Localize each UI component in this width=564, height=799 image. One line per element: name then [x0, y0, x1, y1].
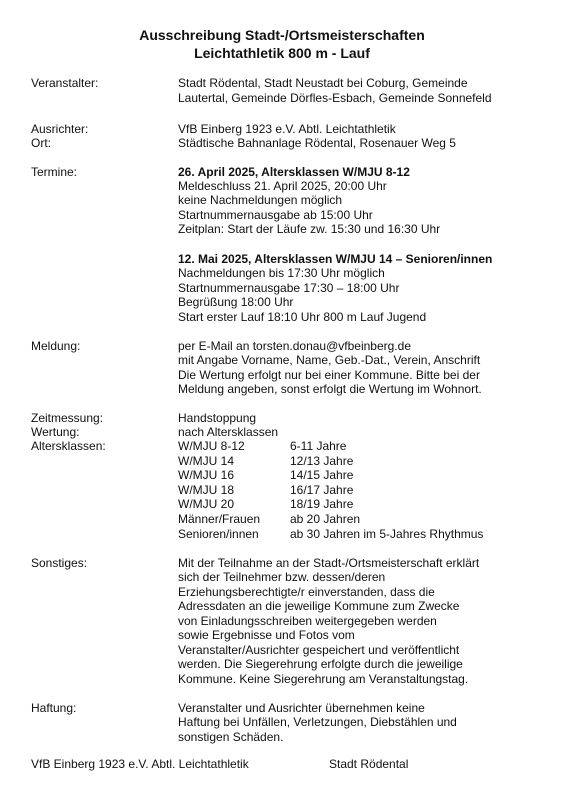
- zeitmessung-value: Handstoppung: [178, 411, 257, 425]
- footer-organizer: VfB Einberg 1923 e.V. Abtl. Leichtathletik: [31, 757, 249, 771]
- klasse-name: W/MJU 18: [178, 482, 235, 497]
- klasse-alter: 18/19 Jahre: [290, 497, 354, 512]
- haftung-line: Veranstalter und Ausrichter übernehmen keine: [178, 701, 425, 715]
- altersklassen-row: [178, 527, 498, 542]
- haftung-label: Haftung:: [31, 701, 77, 715]
- klasse-alter: 14/15 Jahre: [290, 468, 354, 483]
- sonstiges-line: Mit der Teilnahme an der Stadt-/Ortsmeisterschaft erklärt: [178, 556, 480, 570]
- termin2-line: Startnummernausgabe 17:30 – 18:00 Uhr: [178, 281, 400, 295]
- sonstiges-line: werden. Die Siegerehrung erfolgte durch die jeweilige: [178, 657, 463, 671]
- altersklassen-table: [178, 439, 498, 541]
- ausrichter-label: Ausrichter:: [31, 122, 89, 136]
- haftung-line: Haftung bei Unfällen, Verletzungen, Diebstählen und: [178, 715, 457, 729]
- meldung-line: Die Wertung erfolgt nur bei einer Kommune. Bitte bei der: [178, 368, 480, 382]
- altersklassen-label: Altersklassen:: [31, 439, 106, 453]
- termine-label: Termine:: [31, 165, 78, 179]
- ausrichter-value: VfB Einberg 1923 e.V. Abtl. Leichtathletik: [178, 122, 396, 136]
- footer-city: Stadt Rödental: [329, 757, 409, 771]
- klasse-name: Männer/Frauen: [178, 511, 261, 526]
- altersklassen-row: [178, 483, 498, 498]
- termin2-line: Start erster Lauf 18:10 Uhr 800 m Lauf Jugend: [178, 310, 427, 324]
- altersklassen-row: [178, 439, 498, 454]
- klasse-name: W/MJU 16: [178, 468, 235, 483]
- sonstiges-line: Veranstalter/Ausrichter gespeichert und veröffentlicht: [178, 643, 460, 657]
- altersklassen-row: [178, 512, 498, 527]
- altersklassen-row: [178, 468, 498, 483]
- sonstiges-line: sich der Teilnehmer bzw. dessen/deren: [178, 570, 386, 584]
- termin1-line: Startnummernausgabe ab 15:00 Uhr: [178, 208, 373, 222]
- sonstiges-label: Sonstiges:: [31, 556, 88, 570]
- sonstiges-line: sowie Ergebnisse und Fotos vom: [178, 628, 355, 642]
- termin1-line: Zeitplan: Start der Läufe zw. 15:30 und 16:30 Uhr: [178, 222, 441, 236]
- veranstalter-label: Veranstalter:: [31, 76, 99, 90]
- altersklassen-row: [178, 454, 498, 469]
- haftung-line: sonstigen Schäden.: [178, 730, 284, 744]
- document-subtitle: Leichtathletik 800 m - Lauf: [194, 45, 370, 61]
- meldung-label: Meldung:: [31, 339, 81, 353]
- termin2-heading: 12. Mai 2025, Altersklassen W/MJU 14 – Senioren/innen: [178, 252, 493, 266]
- sonstiges-line: von Einladungsschreiben weitergegeben werden: [178, 614, 437, 628]
- zeitmessung-label: Zeitmessung:: [31, 411, 104, 425]
- klasse-alter: 12/13 Jahre: [290, 453, 354, 468]
- klasse-alter: 6-11 Jahre: [290, 439, 347, 453]
- ort-label: Ort:: [31, 136, 51, 150]
- ort-value: Städtische Bahnanlage Rödental, Rosenauer Weg 5: [178, 136, 456, 150]
- document-title: Ausschreibung Stadt-/Ortsmeisterschaften: [139, 27, 425, 43]
- veranstalter-line: Lautertal, Gemeinde Dörfles-Esbach, Gemeinde Sonnefeld: [178, 91, 492, 105]
- wertung-value: nach Altersklassen: [178, 425, 279, 439]
- termin1-heading: 26. April 2025, Altersklassen W/MJU 8-12: [178, 165, 410, 179]
- sonstiges-line: Erziehungsberechtigte/r einverstanden, dass die: [178, 585, 435, 599]
- wertung-label: Wertung:: [31, 425, 80, 439]
- sonstiges-line: Kommune. Keine Siegerehrung am Veranstaltungstag.: [178, 672, 469, 686]
- klasse-alter: 16/17 Jahre: [290, 482, 354, 497]
- termin1-line: keine Nachmeldungen möglich: [178, 193, 343, 207]
- klasse-name: W/MJU 8-12: [178, 439, 245, 453]
- termin2-line: Begrüßung 18:00 Uhr: [178, 295, 294, 309]
- klasse-name: W/MJU 20: [178, 497, 235, 512]
- meldung-line: mit Angabe Vorname, Name, Geb.-Dat., Verein, Anschrift: [178, 353, 481, 367]
- klasse-alter: ab 20 Jahren: [290, 511, 361, 526]
- meldung-line: Meldung angeben, sonst erfolgt die Wertung im Wohnort.: [178, 382, 482, 396]
- meldung-line: per E-Mail an torsten.donau@vfbeinberg.de: [178, 339, 411, 353]
- klasse-name: Senioren/innen: [178, 526, 259, 541]
- klasse-name: W/MJU 14: [178, 453, 235, 468]
- sonstiges-line: Adressdaten an die jeweilige Kommune zum Zwecke: [178, 599, 460, 613]
- termin1-line: Meldeschluss 21. April 2025, 20:00 Uhr: [178, 179, 387, 193]
- altersklassen-row: [178, 497, 498, 512]
- veranstalter-line: Stadt Rödental, Stadt Neustadt bei Coburg, Gemeinde: [178, 76, 468, 90]
- klasse-alter: ab 30 Jahren im 5-Jahres Rhythmus: [290, 526, 484, 541]
- termin2-line: Nachmeldungen bis 17:30 Uhr möglich: [178, 266, 385, 280]
